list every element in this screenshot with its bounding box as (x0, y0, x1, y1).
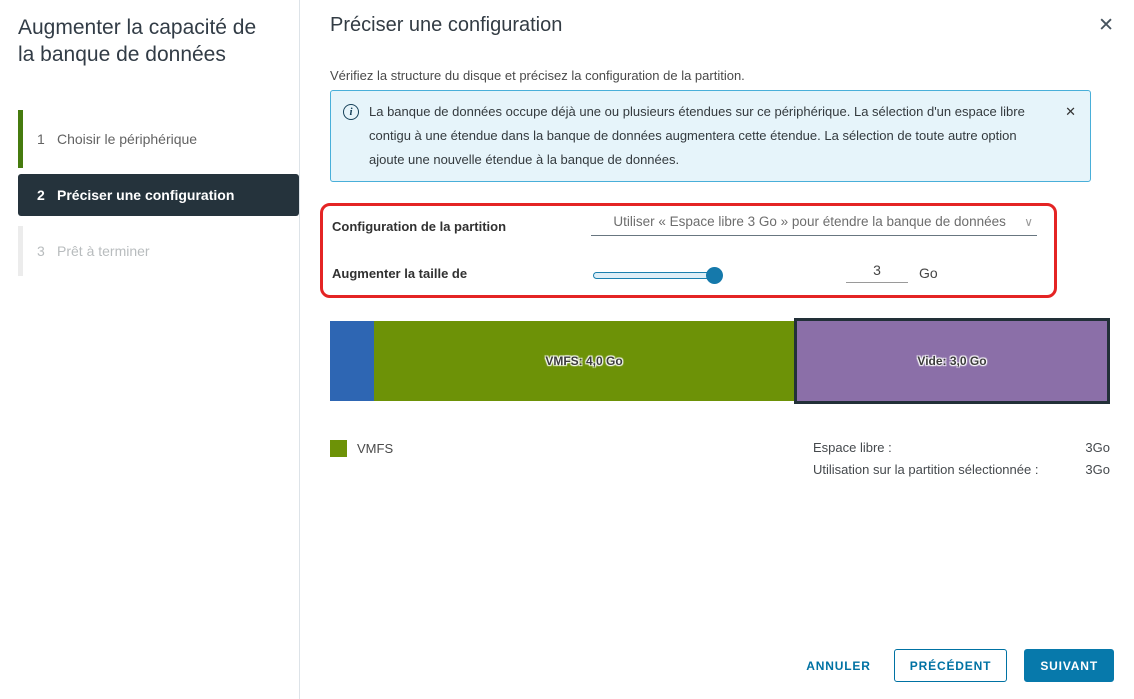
info-banner-text: La banque de données occupe déjà une ou plusieurs étendues sur ce périphérique. La sélection d'un espace libre contigu à une étendue dans la banque de données augmentera cette étendue. La sélection de toute autre option ajoute une nouvelle étendue à la banque de données. (369, 104, 1025, 167)
stat-label: Utilisation sur la partition sélectionnée : (813, 462, 1039, 477)
stat-value: 3Go (1085, 462, 1110, 477)
cancel-button[interactable]: ANNULER (800, 649, 877, 682)
info-icon: i (343, 104, 359, 120)
step-number: 1 (37, 131, 45, 147)
info-banner (330, 90, 1091, 182)
step-label: Prêt à terminer (57, 243, 150, 259)
increase-size-label: Augmenter la taille de (332, 266, 468, 281)
step-label: Préciser une configuration (57, 187, 235, 203)
disk-segment-vmfs[interactable]: VMFS: 4,0 Go (374, 321, 794, 401)
step-number: 2 (37, 187, 45, 203)
close-icon[interactable]: ✕ (1098, 15, 1114, 36)
disk-legend (330, 440, 393, 457)
stat-label: Espace libre : (813, 440, 892, 455)
wizard-footer (800, 649, 1114, 682)
step-progress-rail (18, 110, 23, 168)
disk-segment-other[interactable] (330, 321, 374, 401)
banner-close-icon[interactable]: ✕ (1065, 104, 1076, 119)
chevron-down-icon: ∨ (1024, 214, 1033, 229)
disk-layout-bar (330, 318, 1110, 404)
step-progress-rail (18, 226, 23, 276)
wizard-steps (0, 110, 299, 276)
disk-segment-free-selected[interactable]: Vide: 3,0 Go (794, 318, 1110, 404)
step-label: Choisir le périphérique (57, 131, 198, 147)
vmfs-color-swatch (330, 440, 347, 457)
step-number: 3 (37, 243, 45, 259)
partition-config-selected-value: Utiliser « Espace libre 3 Go » pour étendre la banque de données (613, 214, 1006, 229)
step-preciser-une-configuration[interactable] (18, 174, 299, 216)
stat-value: 3Go (1085, 440, 1110, 455)
size-input[interactable] (846, 258, 908, 283)
next-button[interactable]: SUIVANT (1024, 649, 1114, 682)
legend-label: VMFS (357, 441, 394, 456)
slider-thumb[interactable] (706, 267, 723, 284)
size-unit-label: Go (919, 265, 938, 281)
wizard-content-panel (301, 0, 1134, 699)
partition-config-dropdown[interactable] (591, 212, 1037, 236)
wizard-sidebar (0, 0, 300, 699)
stat-free-space (813, 437, 1110, 459)
size-slider[interactable] (593, 266, 723, 284)
page-title: Préciser une configuration (330, 14, 563, 36)
wizard-title: Augmenter la capacité de la banque de données (18, 16, 257, 67)
step-choisir-le-peripherique[interactable] (0, 110, 299, 168)
stat-selected-partition-usage (813, 459, 1110, 481)
page-subtitle: Vérifiez la structure du disque et précisez la configuration de la partition. (330, 68, 745, 83)
space-stats (813, 437, 1110, 481)
step-pret-a-terminer (0, 226, 299, 276)
previous-button[interactable]: PRÉCÉDENT (894, 649, 1008, 682)
partition-config-label: Configuration de la partition (332, 219, 507, 234)
slider-track (593, 272, 719, 279)
